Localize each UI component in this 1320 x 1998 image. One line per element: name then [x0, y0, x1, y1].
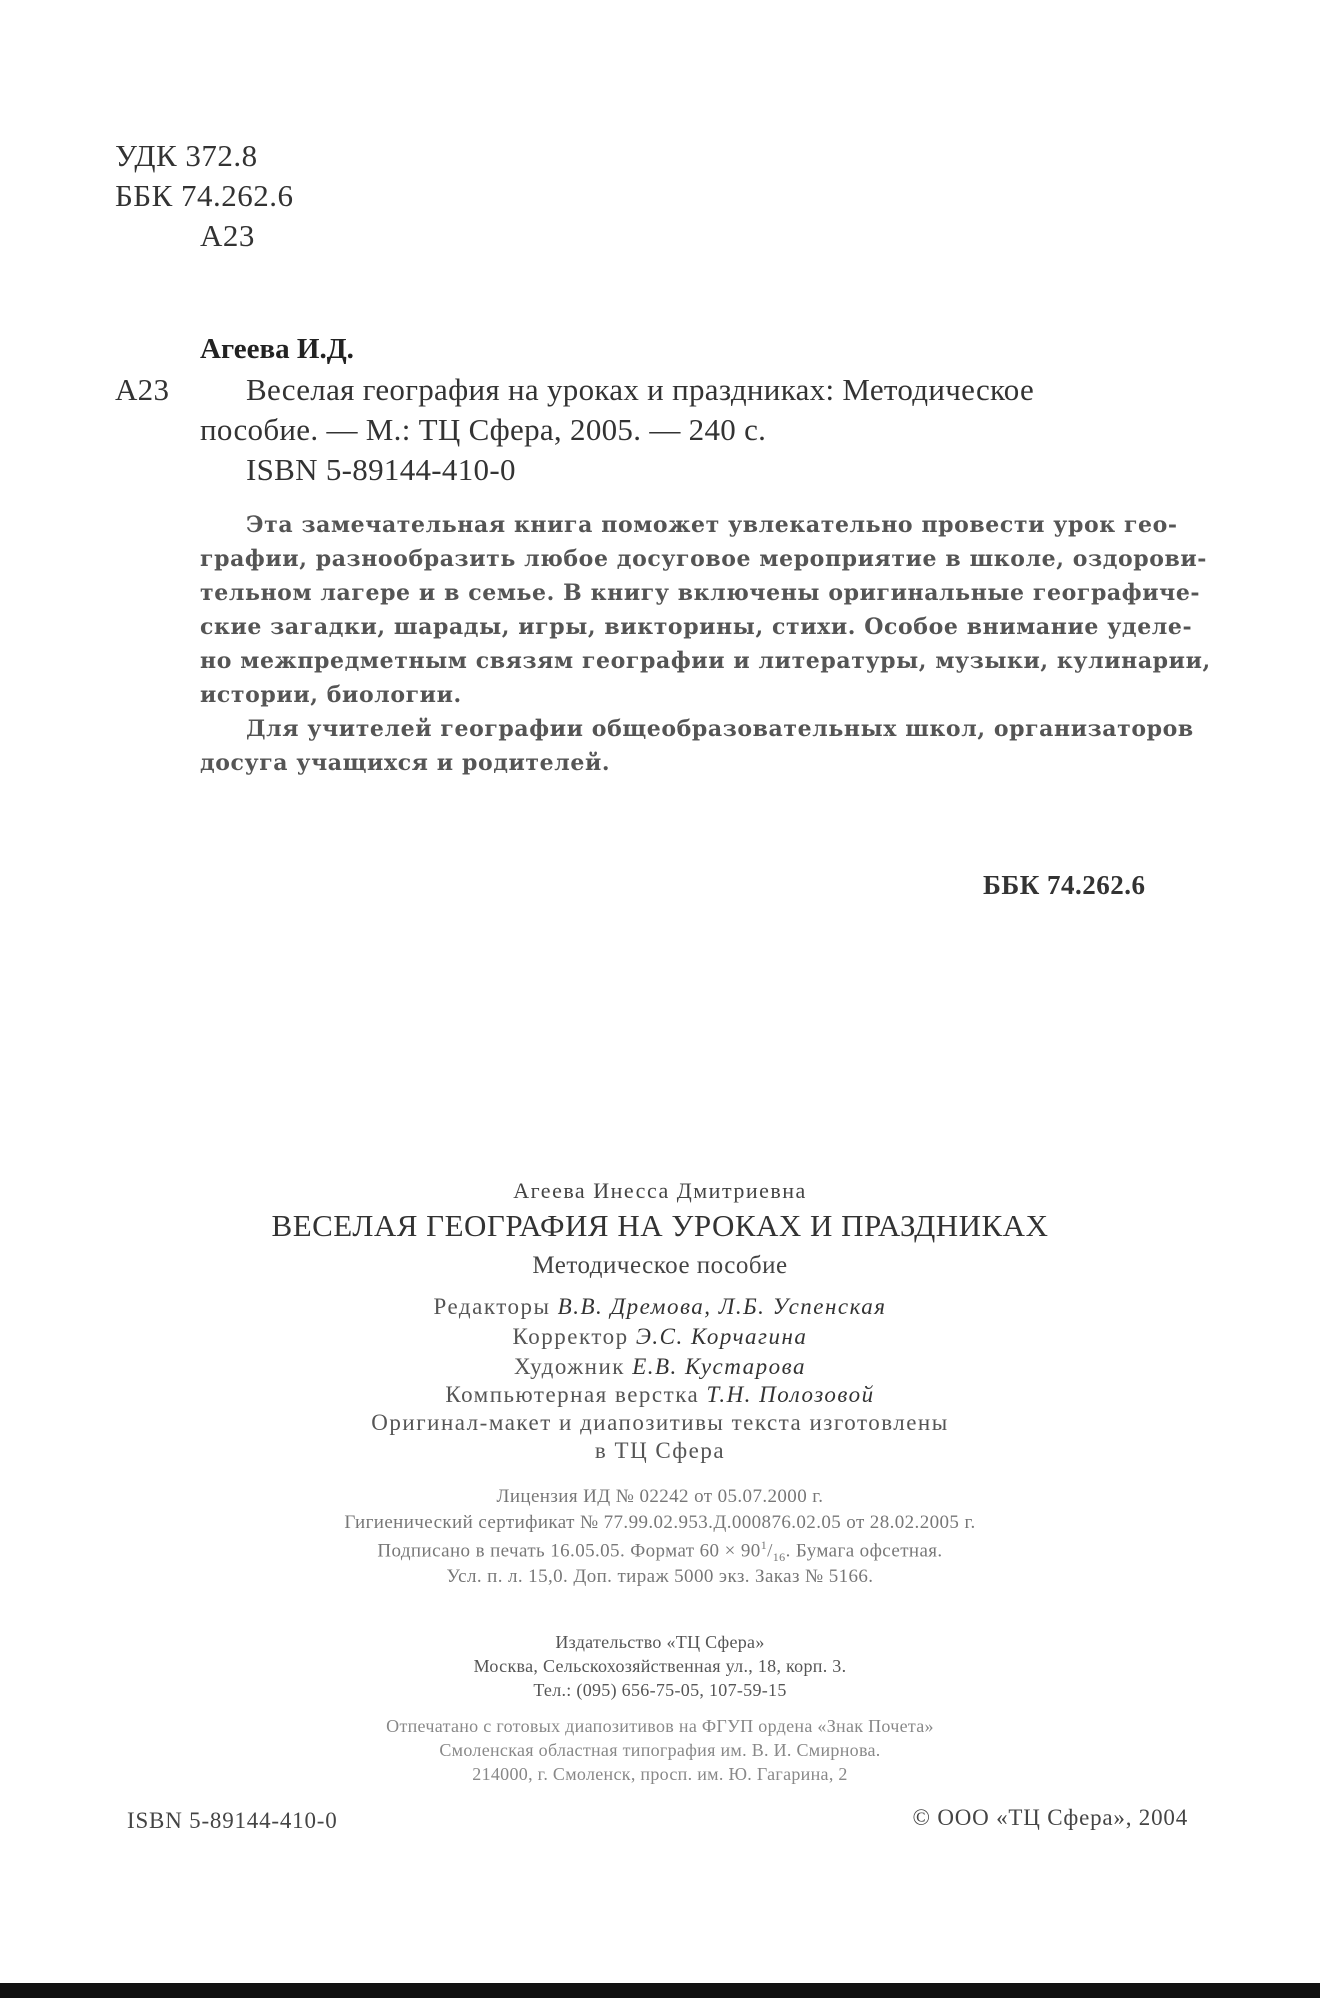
footer-isbn: ISBN 5-89144-410-0 — [127, 1808, 338, 1833]
artist-line — [0, 1354, 1320, 1380]
signed-format: Подписано в печать 16.05.05. Формат $60 \times 90^1/_{16}$. Бумага офсетная. — [377, 1538, 943, 1565]
format-denominator: 16 — [772, 1550, 786, 1565]
corrector-name: Э.С. Корчагина — [635, 1324, 808, 1349]
entry-author: Агеева И.Д. — [200, 333, 354, 365]
artist-name: Е.В. Кустарова — [632, 1354, 806, 1379]
layout-label: Компьютерная верстка — [445, 1382, 700, 1407]
layout-name: Т.Н. Полозовой — [706, 1382, 875, 1407]
corrector-label: Корректор — [512, 1324, 629, 1349]
corrector-line — [0, 1324, 1320, 1350]
editors-line — [0, 1294, 1320, 1320]
editors-names: В.В. Дремова, Л.Б. Успенская — [557, 1294, 887, 1319]
format-numerator: 1 — [760, 1538, 768, 1552]
annotation-line: графии, разнообразить любое досуговое мероприятие в школе, оздорови- — [200, 546, 1208, 572]
footer-copyright: © ООО «ТЦ Сфера», 2004 — [912, 1805, 1188, 1830]
author-full-name: Агеева Инесса Дмитриевна — [513, 1178, 807, 1203]
editors-label: Редакторы — [433, 1294, 551, 1319]
printer-line: 214000, г. Смоленск, просп. им. Ю. Гагарина, 2 — [472, 1764, 848, 1784]
udk-code: УДК 372.8 — [115, 138, 258, 173]
bbk-right: ББК 74.262.6 — [983, 870, 1146, 900]
annotation-line: ские загадки, шарады, игры, викторины, стихи. Особое внимание уделе- — [200, 614, 1193, 640]
license: Лицензия ИД № 02242 от 05.07.2000 г. — [496, 1486, 824, 1507]
publisher: Издательство «ТЦ Сфера» — [555, 1632, 765, 1652]
book-subtitle: Методическое пособие — [532, 1252, 788, 1279]
annotation-line: истории, биологии. — [200, 682, 462, 708]
paper-type: . Бумага офсетная. — [785, 1540, 943, 1562]
audience-line: досуга учащихся и родителей. — [200, 750, 611, 776]
entry-isbn: ISBN 5-89144-410-0 — [246, 452, 516, 487]
annotation-line: Эта замечательная книга поможет увлекательно провести урок гео- — [246, 512, 1178, 538]
printer-line: Смоленская областная типография им. В. И. Смирнова. — [439, 1740, 881, 1760]
original-line: в ТЦ Сфера — [594, 1438, 726, 1463]
layout-line — [0, 1382, 1320, 1408]
bbk-code: ББК 74.262.6 — [115, 178, 294, 213]
annotation-line: тельном лагере и в семье. В книгу включены оригинальные географиче- — [200, 580, 1201, 606]
book-title: ВЕСЕЛАЯ ГЕОГРАФИЯ НА УРОКАХ И ПРАЗДНИКАХ — [271, 1208, 1049, 1243]
printer-line: Отпечатано с готовых диапозитивов на ФГУП ордена «Знак Почета» — [386, 1716, 934, 1736]
hygiene-certificate: Гигиенический сертификат № 77.99.02.953.Д.000876.02.05 от 28.02.2005 г. — [344, 1512, 976, 1533]
publisher-phone: Тел.: (095) 656-75-05, 107-59-15 — [533, 1680, 787, 1700]
entry-title-line2: пособие. — М.: ТЦ Сфера, 2005. — 240 с. — [200, 412, 767, 447]
signed-format-text: Подписано в печать 16.05.05. Формат 60 × 90 — [377, 1540, 761, 1562]
audience-line: Для учителей географии общеобразовательных школ, организаторов — [246, 716, 1194, 742]
entry-code: А23 — [115, 372, 170, 407]
entry-title-line1: Веселая география на уроках и праздниках: Методическое — [246, 372, 1035, 407]
artist-label: Художник — [514, 1354, 625, 1379]
print-run: Усл. п. л. 15,0. Доп. тираж 5000 экз. Заказ № 5166. — [446, 1566, 874, 1587]
scan-edge — [0, 1983, 1320, 1998]
publisher-address: Москва, Сельскохозяйственная ул., 18, корп. 3. — [473, 1656, 847, 1676]
author-mark: А23 — [200, 218, 255, 253]
original-line: Оригинал-макет и диапозитивы текста изготовлены — [371, 1410, 949, 1435]
annotation-line: но межпредметным связям географии и литературы, музыки, кулинарии, — [200, 648, 1211, 674]
